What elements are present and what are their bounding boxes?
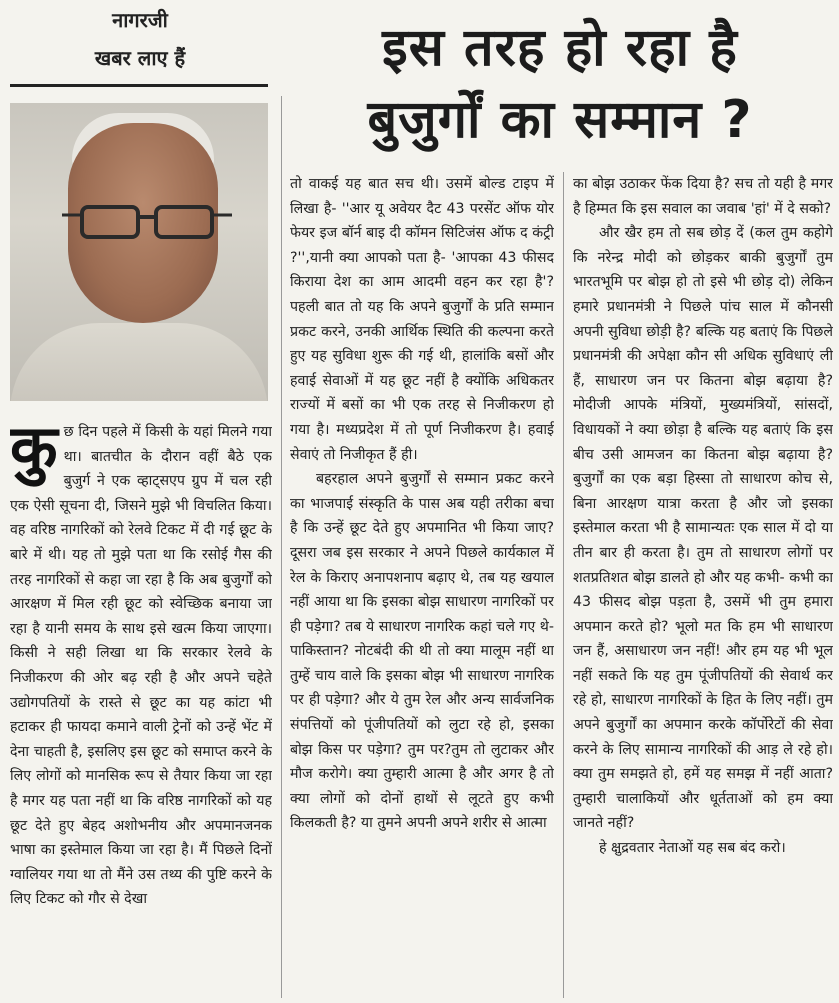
column-tagline: खबर लाए हैं: [94, 46, 186, 70]
photo-shirt: [10, 323, 268, 401]
photo-glasses: [62, 203, 232, 243]
paragraph: का बोझ उठाकर फेंक दिया है? सच तो यही है मगर है हिम्मत कि इस सवाल का जवाब 'हां' में दे सको?: [573, 176, 833, 217]
headline-line-1: इस तरह हो रहा है: [382, 18, 738, 78]
article-column-2: [290, 172, 554, 1000]
column-label: [0, 0, 280, 86]
headline-line-2: बुजुर्गों का सम्मान ?: [367, 90, 753, 150]
author-photo: [10, 103, 268, 401]
drop-cap: कु: [10, 420, 58, 484]
paragraph: तो वाकई यह बात सच थी। उसमें बोल्ड टाइप में लिखा है- ''आर यू अवेयर दैट 43 परसेंट ऑफ योर फेयर इज बॉर्न बाइ दी कॉमन सिटिजंस ऑफ द कंट्री ?'',यानी क्या आपको पता है- 'आपका 43 फीसद किराया देश का आम आदमी वहन कर रहा है'? पहली बात तो यह कि अपने बुजुर्गों के प्रति सम्मान प्रकट करने, उनकी आर्थिक स्थिति की कल्पना करते हुए यह सुविधा शुरू की गई थी, हालांकि बसों और हवाई सेवाओं में यह छूट नहीं है क्योंकि अधिकतर राज्यों में बसों का भी एक तरह से निजीकरण हो गया है। मध्यप्रदेश में तो पूर्ण निजीकरण है। हवाई सेवाएं तो निजीकृत हैं ही।: [290, 176, 554, 463]
divider: [10, 84, 268, 87]
paragraph: हे क्षुद्रवतार नेताओं यह सब बंद करो।: [599, 840, 786, 857]
paragraph: और खैर हम तो सब छोड़ दें (कल तुम कहोगे कि नरेन्द्र मोदी को छोड़कर बाकी बुजुर्गों तुम भारतभूमि पर बोझ हो तो इसे भी छोड़ दो) लेकिन हमारे प्रधानमंत्री ने पिछले पांच साल में कौनसी अपनी सुविधा छोड़ी है? बल्कि यह बताएं कि पिछले प्रधानमंत्री की अपेक्षा कौन सी अधिक सुविधाएं ली हैं, साधारण जन पर कितना बोझ बढ़ाया है? मोदीजी आपके मंत्रियों, मुख्यमंत्रियों, सांसदों, विधायकों ने क्या छोड़ा है बल्कि यह बताएं कि इस बीच उसी आमजन का कितना बोझ बढ़ाया है? बुजुर्गों का एक बड़ा हिस्सा तो साधारण कोच से, बिना आरक्षण यात्रा करता है और जो इसका इस्तेमाल करता भी है सामान्यतः एक साल में दो या तीन बार ही करता है। तुम तो साधारण लोगों पर शतप्रतिशत बोझ डालते हो और यह कभी- कभी का 43 फीसद बोझ पड़ता है, उसमें भी तुम हमारा अपमान करते हो? भूलो मत कि हम भी साधारण जन हैं, असाधारण जन नहीं! और हम यह भी भूल नहीं सकते कि यह तुम पूंजीपतियों की सेवार्थ कर रहे हो, साधारण नागरिकों के हित के लिए नहीं। तुम अपने बुजुर्गों का अपमान करके कॉर्पोरेटों की सेवा करने के लिए सामान्य नागरिकों की आड़ ले रहे हो। क्या तुम समझते हो, हमें यह समझ में नहीं आता? तुम्हारी चालाकियों और धूर्तताओं को हम क्या जानते नहीं?: [573, 225, 833, 832]
column-rule: [563, 172, 564, 998]
paragraph: [10, 420, 272, 912]
article-column-1: [10, 420, 272, 1000]
paragraph-text: छ दिन पहले में किसी के यहां मिलने गया था। बातचीत के दौरान वहीं बैठे एक बुजुर्ग ने एक व्हाट्सएप ग्रुप में चल रही एक ऐसी सूचना दी, जिसने मुझे भी विचलित किया। वह वरिष्ठ नागरिकों को रेलवे टिकट में दी गई छूट के बारे में थी। यह तो मुझे पता था कि रसोई गैस की तरह नागरिकों से कहा जा रहा है कि अब बुजुर्गों को आरक्षण में मिल रही छूट को स्वेच्छिक बनाया जा रहा है यानी समय के साथ इसे खत्म किया जाएगा। किसी ने सही लिखा था कि सरकार रेलवे के निजीकरण की ओर बढ़ रही है और अपने चहेते उद्योगपतियों के रास्ते से छूट का यह कांटा भी हटाकर ही फायदा कमाने वाली ट्रेनों को उन्हें भेंट में देना चाहती है, इसलिए इस छूट को समाप्त करने के लिए लोगों को मानसिक रूप से तैयार किया जा रहा है मगर यह पता नहीं था कि वरिष्ठ नागरिकों को यह छूट देते हुए बेहद अशोभनीय और अपमानजनक भाषा का इस्तेमाल किया जा रहा है। मैं पिछले दिनों ग्वालियर गया था तो मैंने उस तथ्य की पुष्टि करने के लिए टिकट को गौर से देखा: [10, 424, 272, 908]
headline: [290, 0, 830, 160]
paragraph: बहरहाल अपने बुजुर्गों से सम्मान प्रकट करने का भाजपाई संस्कृति के पास अब यही तरीका बचा है कि उन्हें छूट देते हुए अपमानित भी किया जाए? दूसरा जब इस सरकार ने अपने पिछले कार्यकाल में रेल के किराए अनापशनाप बढ़ाए थे, तब यह खयाल नहीं आया था कि इसका बोझ साधारण नागरिकों पर ही पड़ेगा? तब ये साधारण नागरिक कहां चले गए थे- पाकिस्तान? नोटबंदी की थी तो क्या मालूम नहीं था तुम्हें चाय वाले कि इसका बोझ भी साधारण नागरिक पर ही पड़ेगा? और ये तुम रेल और अन्य सार्वजनिक संपत्तियों को पूंजीपतियों को लुटा रहे हो, इसका बोझ किस पर पड़ेगा? तुम पर?तुम तो लुटाकर और मौज करोगे। क्या तुम्हारी आत्मा है और अगर है तो क्या लोगों को दोनों हाथों से लूटते हुए कभी किलकती है? या तुमने अपनी अपने शरीर से आत्मा: [290, 471, 554, 832]
column-rule: [281, 96, 282, 998]
article-column-3: [573, 172, 833, 1000]
column-name: नागरजी: [112, 8, 168, 32]
